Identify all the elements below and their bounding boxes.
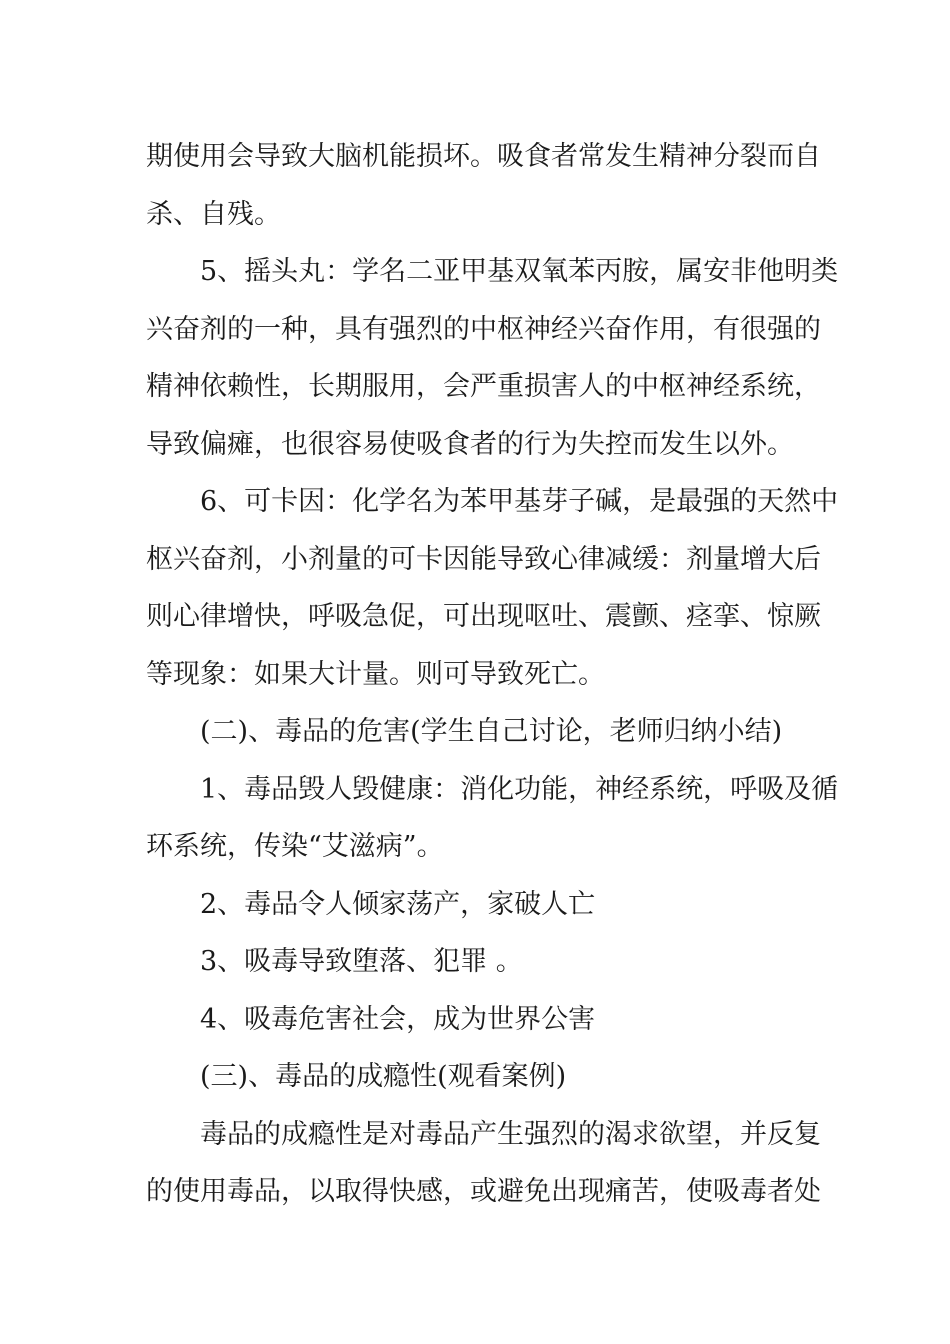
paragraph-line: 导致偏瘫，也很容易使吸食者的行为失控而发生以外。	[146, 428, 794, 460]
paragraph-line: 精神依赖性，长期服用，会严重损害人的中枢神经系统，	[146, 371, 821, 402]
paragraph-line: 期使用会导致大脑机能损坏。吸食者常发生精神分裂而自	[146, 141, 821, 172]
paragraph-line: 1、毒品毁人毁健康：消化功能，神经系统，呼吸及循	[200, 773, 839, 805]
paragraph-line: 则心律增快，呼吸急促，可出现呕吐、震颤、痉挛、惊厥	[146, 601, 821, 632]
list-item: 2、毒品令人倾家荡产，家破人亡	[200, 888, 596, 920]
paragraph-line: 杀、自残。	[146, 198, 281, 230]
paragraph-line: 的使用毒品，以取得快感，或避免出现痛苦，使吸毒者处	[146, 1176, 821, 1207]
section-heading: (二)、毒品的危害(学生自己讨论，老师归纳小结)	[200, 716, 783, 747]
paragraph-line: 环系统，传染“艾滋病”。	[146, 831, 444, 862]
paragraph-line: 6、可卡因：化学名为苯甲基芽子碱，是最强的天然中	[200, 486, 839, 517]
document-body	[146, 128, 839, 1221]
paragraph-line: 等现象：如果大计量。则可导致死亡。	[146, 658, 605, 690]
list-item: 3、吸毒导致堕落、犯罪 。	[200, 946, 523, 977]
section-heading: (三)、毒品的成瘾性(观看案例)	[200, 1061, 567, 1092]
list-item: 4、吸毒危害社会，成为世界公害	[200, 1003, 596, 1035]
paragraph-line: 兴奋剂的一种，具有强烈的中枢神经兴奋作用，有很强的	[146, 313, 821, 345]
paragraph-line: 枢兴奋剂，小剂量的可卡因能导致心律减缓：剂量增大后	[146, 543, 821, 575]
paragraph-line: 5、摇头丸：学名二亚甲基双氧苯丙胺，属安非他明类	[200, 256, 839, 287]
paragraph-line: 毒品的成瘾性是对毒品产生强烈的渴求欲望，并反复	[200, 1118, 821, 1150]
